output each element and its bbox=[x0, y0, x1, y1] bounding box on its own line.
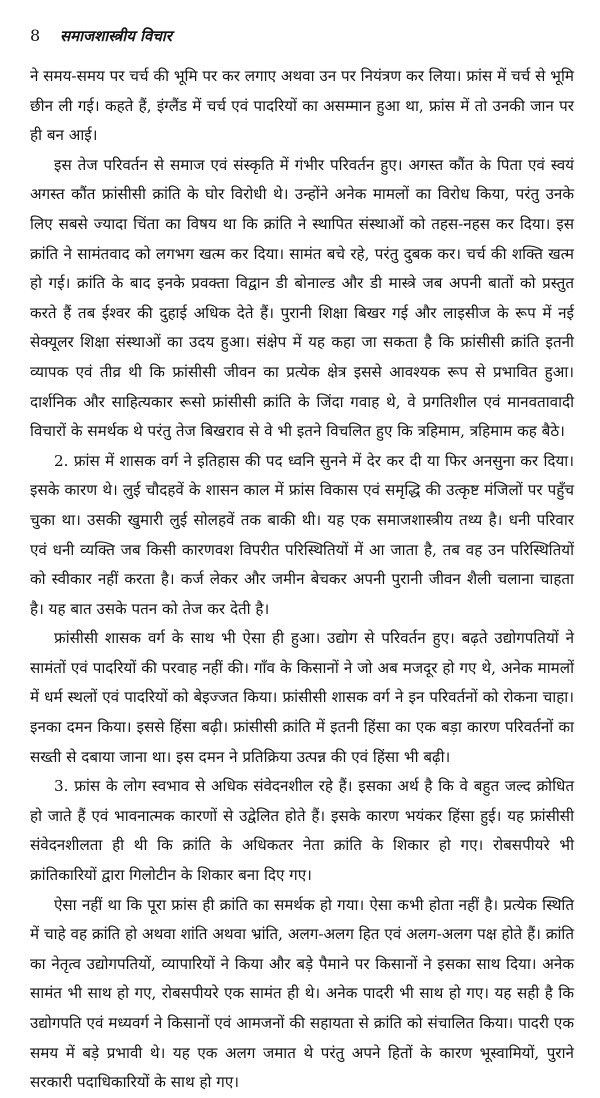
paragraph: 2. फ्रांस में शासक वर्ग ने इतिहास की पद ध्वनि सुनने में देर कर दी या फिर अनसुना कर दिया। इसके कारण थे। लुई चौदहवें के शासन काल में फ्रांस विकास एवं समृद्धि की उत्कृष्ट मंजिलों पर पहुँच चुका था। उसकी खुमारी लुई सोलहवें तक बाकी थी। यह एक समाजशास्त्रीय तथ्य है। धनी परिवार एवं धनी व्यक्ति जब किसी कारणवश विपरीत परिस्थितियों में आ जाता है, तब वह उन परिस्थितियों को स्वीकार नहीं करता है। कर्ज लेकर और जमीन बेचकर अपनी पुरानी जीवन शैली चलाना चाहता है। यह बात उसके पतन को तेज कर देती है। bbox=[30, 451, 574, 618]
running-title: समाजशास्त्रीय विचार bbox=[60, 27, 172, 45]
paragraph: ने समय-समय पर चर्च की भूमि पर कर लगाए अथवा उन पर नियंत्रण कर लिया। फ्रांस में चर्च से भूमि छीन ली गई। कहते हैं, इंग्लैंड में चर्च एवं पादरियों का असम्मान हुआ था, फ्रांस में तो उनकी जान पर ही बन आई। bbox=[30, 67, 574, 145]
page-number: 8 bbox=[30, 26, 41, 45]
page-header bbox=[30, 26, 574, 62]
paragraph: फ्रांसीसी शासक वर्ग के साथ भी ऐसा ही हुआ। उद्योग से परिवर्तन हुए। बढ़ते उद्योगपतियों ने सामंतों एवं पादरियों की परवाह नहीं की। गाँव के किसानों ने जो अब मजदूर हो गए थे, अनेक मामलों में धर्म स्थलों एवं पादरियों को बेइज्जत किया। फ्रांसीसी शासक वर्ग ने इन परिवर्तनों को रोकना चाहा। इनका दमन किया। इससे हिंसा बढ़ी। फ्रांसीसी क्रांति में इतनी हिंसा का एक बड़ा कारण परिवर्तनों का सख्ती से दबाया जाना था। इस दमन ने प्रतिक्रिया उत्पन्न की एवं हिंसा भी बढ़ी। bbox=[30, 629, 574, 766]
paragraph: 3. फ्रांस के लोग स्वभाव से अधिक संवेदनशील रहे हैं। इसका अर्थ है कि वे बहुत जल्द क्रोधित हो जाते हैं एवं भावनात्मक कारणों से उद्वेलित होते हैं। इसके कारण भयंकर हिंसा हुई। यह फ्रांसीसी संवेदनशीलता ही थी कि क्रांति के अधिकतर नेता क्रांति के शिकार हो गए। रोबसपीयरे भी क्रांतिकारियों द्वारा गिलोटीन के शिकार बना दिए गए। bbox=[30, 777, 574, 885]
paragraph: ऐसा नहीं था कि पूरा फ्रांस ही क्रांति का समर्थक हो गया। ऐसा कभी होता नहीं है। प्रत्येक स्थिति में चाहे वह क्रांति हो अथवा शांति अथवा भ्रांति, अलग-अलग हित एवं अलग-अलग पक्ष होते हैं। क्रांति का नेतृत्व उद्योगपतियों, व्यापारियों ने किया और बड़े पैमाने पर किसानों ने इसका साथ दिया। अनेक सामंत भी साथ हो गए, रोबसपीयरे एक सामंत ही थे। अनेक पादरी भी साथ हो गए। यह सही है कि उद्योगपति एवं मध्यवर्ग ने किसानों एवं आमजनों की सहायता से क्रांति को संचालित किया। पादरी एक समय में बड़े प्रभावी थे। यह एक अलग जमात थे परंतु अपने हितों के कारण भूस्वामियों, पुराने सरकारी पदाधिकारियों के साथ हो गए। bbox=[30, 895, 574, 1092]
paragraph: इस तेज परिवर्तन से समाज एवं संस्कृति में गंभीर परिवर्तन हुए। अगस्त कौंत के पिता एवं स्वयं अगस्त कौंत फ्रांसीसी क्रांति के घोर विरोधी थे। उन्होंने अनेक मामलों का विरोध किया, परंतु उनके लिए सबसे ज्यादा चिंता का विषय था कि क्रांति ने स्थापित संस्थाओं को तहस-नहस कर दिया। इस क्रांति ने सामंतवाद को लगभग खत्म कर दिया। सामंत बचे रहे, परंतु दुबक कर। चर्च की शक्ति खत्म हो गई। क्रांति के बाद इनके प्रवक्ता विद्वान डी बोनाल्ड और डी मास्त्रे जब अपनी बातों को प्रस्तुत करते हैं तब ईश्वर की दुहाई अधिक देते हैं। पुरानी शिक्षा बिखर गई और लाइसीज के रूप में नई सेक्यूलर शिक्षा संस्थाओं का उदय हुआ। संक्षेप में यह कहा जा सकता है कि फ्रांसीसी क्रांति इतनी व्यापक एवं तीव्र थी कि फ्रांसीसी जीवन का प्रत्येक क्षेत्र इससे आवश्यक रूप से प्रभावित हुआ। दार्शनिक और साहित्यकार रूसो फ्रांसीसी क्रांति के जिंदा गवाह थे, वे प्रगतिशील एवं मानवतावादी विचारों के समर्थक थे परंतु तेज बिखराव से वे भी इतने विचलित हुए कि त्रहिमाम, त्रहिमाम कह बैठे। bbox=[30, 155, 574, 441]
page-body bbox=[30, 62, 574, 1098]
